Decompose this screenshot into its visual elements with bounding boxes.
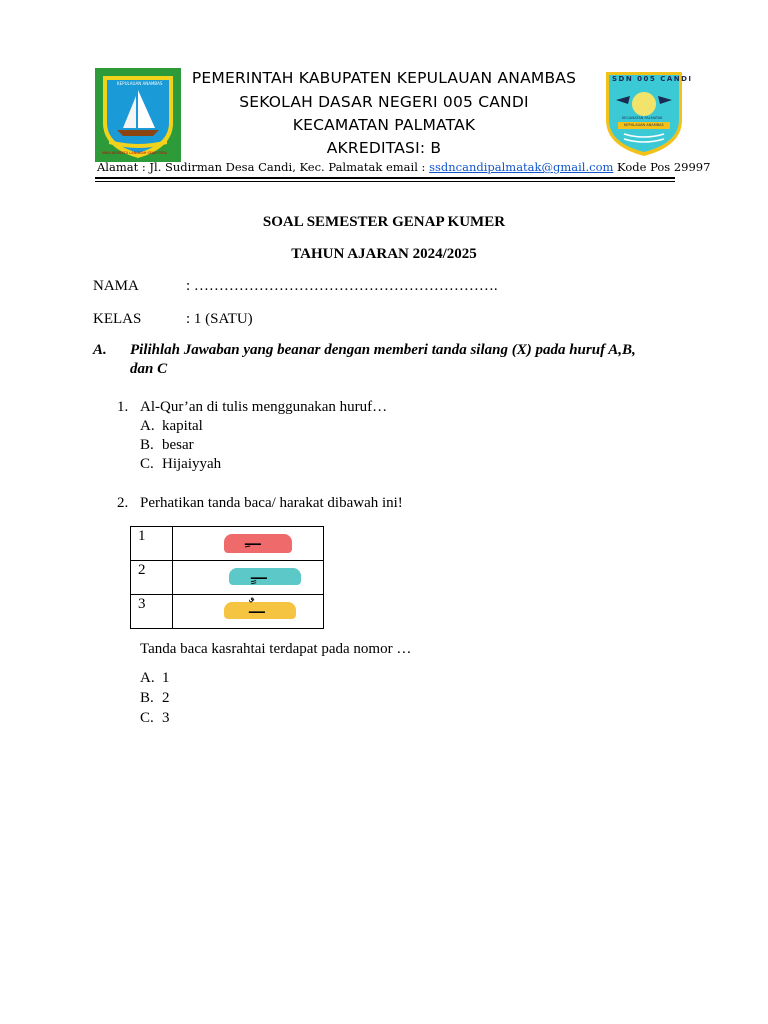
row-number: 1 (131, 527, 173, 561)
kelas-value: : 1 (SATU) (186, 311, 253, 327)
harakat-table (130, 526, 324, 629)
right-logo-bottom-text: KEPULAUAN ANAMBAS (624, 123, 664, 127)
header-government: PEMERINTAH KABUPATEN KEPULAUAN ANAMBAS (191, 69, 577, 87)
harakat-glyph: ـــٌ (249, 597, 265, 618)
left-logo-bottom-text: MAJU BERSATU LANGKAH SEJAHTERA (102, 151, 167, 155)
q1-option-a-letter[interactable]: A. (140, 418, 155, 434)
header-divider-thick (95, 177, 675, 179)
right-logo-top-text: SDN 005 CANDI (612, 75, 693, 83)
section-instruction-line1: Pilihlah Jawaban yang beanar dengan memberi tanda silang (X) pada huruf A,B, (130, 342, 636, 358)
row-number: 3 (131, 595, 173, 629)
header-accreditation: AKREDITASI: B (326, 139, 442, 157)
harakat-image-cell (173, 527, 324, 561)
q1-option-b-text: besar (162, 437, 194, 453)
right-logo-mid-text: KECAMATAN PALMATAK (622, 116, 663, 120)
academic-year: TAHUN AJARAN 2024/2025 (291, 246, 477, 262)
q2-option-c-letter[interactable]: C. (140, 710, 154, 726)
header-district: KECAMATAN PALMATAK (292, 116, 476, 134)
q2-option-b-letter[interactable]: B. (140, 690, 154, 706)
address-prefix: Alamat : Jl. Sudirman Desa Candi, Kec. Palmatak email : (97, 160, 430, 174)
nama-label: NAMA (93, 278, 139, 294)
email-link[interactable]: ssdncandipalmatak@gmail.com (429, 160, 614, 174)
header-school-name: SEKOLAH DASAR NEGERI 005 CANDI (239, 93, 529, 111)
row-number: 2 (131, 561, 173, 595)
q2-text: Perhatikan tanda baca/ harakat dibawah ini! (140, 495, 403, 511)
harakat-glyph: ـــٍ (251, 563, 267, 584)
q2-option-a-letter[interactable]: A. (140, 670, 155, 686)
q1-text: Al-Qur’an di tulis menggunakan huruf… (140, 399, 388, 415)
table-row (131, 527, 324, 561)
q1-option-c-text: Hijaiyyah (162, 456, 222, 472)
table-row (131, 561, 324, 595)
q1-option-a-text: kapital (162, 418, 203, 434)
table-row (131, 595, 324, 629)
section-instruction-line2: dan C (130, 361, 168, 377)
section-letter: A. (93, 342, 107, 358)
address-suffix: Kode Pos 29997 (613, 160, 711, 174)
kelas-label: KELAS (93, 311, 142, 327)
q2-option-a-text: 1 (162, 670, 170, 686)
q1-number: 1. (117, 399, 129, 415)
exam-title: SOAL SEMESTER GENAP KUMER (262, 214, 506, 230)
q1-option-b-letter[interactable]: B. (140, 437, 154, 453)
address-line (97, 160, 710, 174)
harakat-image-cell (173, 561, 324, 595)
header-divider-thin (95, 181, 675, 182)
q2-option-b-text: 2 (162, 690, 170, 706)
q2-option-c-text: 3 (162, 710, 170, 726)
q2-followup: Tanda baca kasrahtai terdapat pada nomor … (140, 641, 412, 657)
harakat-glyph: ـــِ (245, 529, 261, 550)
left-logo-top-text: KEPULAUAN ANAMBAS (117, 81, 163, 86)
harakat-image-cell (173, 595, 324, 629)
q2-number: 2. (117, 495, 129, 511)
q1-option-c-letter[interactable]: C. (140, 456, 154, 472)
nama-field[interactable]: : ……………………………………………………. (186, 278, 498, 294)
